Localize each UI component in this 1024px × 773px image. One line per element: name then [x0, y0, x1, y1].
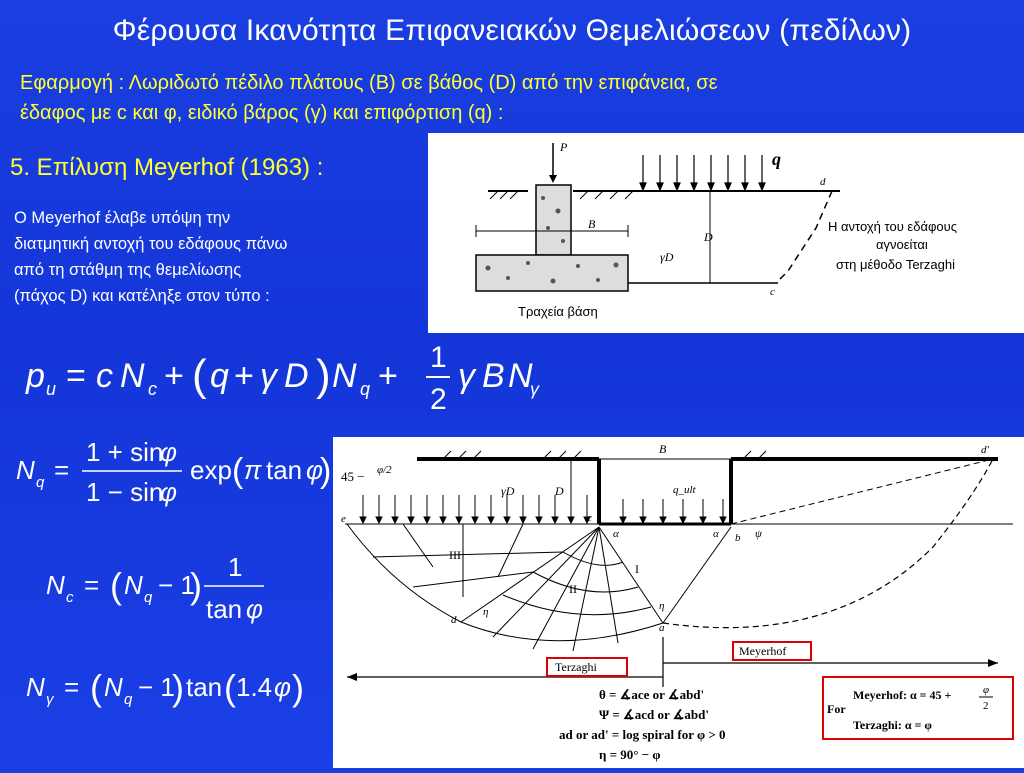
svg-text:q: q — [210, 357, 229, 395]
fig2-label-eta2: η — [483, 606, 489, 618]
label-q: q — [772, 149, 781, 169]
application-line2: έδαφος με c και φ, ειδικό βάρος (γ) και επιφόρτιση (q) : — [20, 102, 504, 124]
note-line1: Η αντοχή του εδάφους — [828, 219, 957, 234]
label-P: P — [560, 140, 568, 154]
zone-I: I — [635, 562, 639, 576]
page-title: Φέρουσα Ικανότητα Επιφανειακών Θεμελιώσεων (πεδίλων) — [112, 14, 912, 47]
svg-text:γ: γ — [458, 357, 475, 395]
note-line2: αγνοείται — [876, 237, 928, 252]
svg-text:φ: φ — [160, 437, 177, 467]
zone-II: II — [569, 582, 577, 596]
fig2-label-c: c — [587, 512, 592, 524]
fig2-label-qult: q_ult — [673, 484, 696, 496]
svg-text:u: u — [46, 379, 57, 399]
svg-text:2: 2 — [430, 383, 447, 416]
zone-III: III — [449, 548, 461, 562]
box-for: For — [827, 702, 846, 716]
svg-text:exp: exp — [190, 455, 232, 485]
svg-text:N: N — [26, 672, 45, 702]
svg-text:c: c — [66, 589, 74, 606]
label-D: D — [704, 230, 713, 244]
svg-text:N: N — [16, 455, 35, 485]
svg-text:q: q — [36, 474, 45, 491]
fig2-label-eta: η — [659, 600, 665, 612]
svg-text:2: 2 — [983, 700, 989, 712]
application-line1: Λωριδωτό πέδιλο πλάτους (Β) σε βάθος (D) από την επιφάνεια, σε — [128, 72, 718, 94]
description-line: από τη στάθμη της θεμελίωσης — [14, 261, 242, 279]
description-line: διατμητική αντοχή του εδάφους πάνω — [14, 235, 288, 253]
svg-text:=: = — [54, 455, 70, 485]
label-c: c — [770, 286, 775, 298]
svg-text:γ: γ — [46, 691, 54, 708]
meyerhof-label: Meyerhof — [739, 644, 787, 658]
box-meyerhof: Meyerhof: α = 45 + — [853, 688, 952, 702]
base-label: Τραχεία βάση — [518, 304, 598, 319]
figure-failure-zones — [333, 437, 1024, 768]
fig2-label-angle: 45 − — [341, 469, 365, 484]
svg-text:1: 1 — [430, 341, 447, 374]
svg-text:+: + — [234, 357, 254, 395]
svg-text:tan: tan — [266, 455, 303, 485]
svg-text:N: N — [332, 357, 357, 395]
fig2-label-alpha: α — [613, 528, 619, 540]
svg-text:(: ( — [110, 565, 122, 606]
legend-psi: Ψ = ∡acd or ∡abd' — [599, 707, 709, 722]
legend-eta: η = 90° − φ — [599, 747, 661, 762]
svg-text:=: = — [66, 357, 86, 395]
svg-text:1 + sin: 1 + sin — [86, 437, 164, 467]
svg-text:): ) — [190, 565, 202, 606]
svg-text:φ: φ — [983, 684, 990, 696]
svg-text:(: ( — [192, 351, 207, 400]
svg-text:1 − sin: 1 − sin — [86, 477, 164, 507]
fig2-label-gD: γD — [501, 484, 515, 498]
fig2-label-alpha2: α — [713, 528, 719, 540]
svg-text:(: ( — [232, 452, 244, 490]
svg-text:tan: tan — [206, 594, 243, 624]
svg-text:p: p — [26, 357, 45, 395]
description — [14, 205, 414, 309]
label-d: d — [820, 176, 826, 188]
svg-text:q: q — [144, 589, 153, 606]
svg-text:=: = — [64, 672, 80, 702]
fig2-label-psi: ψ — [755, 528, 762, 540]
svg-text:+: + — [164, 357, 184, 395]
svg-text:q: q — [360, 379, 371, 399]
svg-text:c: c — [148, 379, 157, 399]
fig2-label-e: e — [341, 513, 346, 525]
fig2-label-phi2: φ/2 — [377, 464, 392, 476]
svg-text:(: ( — [90, 667, 102, 708]
svg-text:φ: φ — [274, 672, 291, 702]
svg-text:γ: γ — [260, 357, 277, 395]
svg-text:+: + — [378, 357, 398, 395]
formula-pu — [24, 335, 539, 416]
svg-text:=: = — [84, 570, 100, 600]
svg-text:− 1: − 1 — [158, 570, 195, 600]
step-title: 5. Επίλυση Meyerhof (1963) : — [10, 154, 324, 181]
label-B: B — [588, 217, 596, 231]
svg-text:1: 1 — [228, 552, 243, 582]
svg-text:N: N — [124, 570, 143, 600]
svg-text:(: ( — [224, 667, 236, 708]
fig2-label-d: d — [451, 614, 457, 626]
formula-Nq — [10, 435, 330, 510]
legend-ad: ad or ad' = log spiral for φ > 0 — [559, 727, 726, 742]
formula-Nc — [40, 550, 280, 630]
note-line3: στη μέθοδο Terzaghi — [836, 257, 955, 272]
fig2-label-dprime: d' — [981, 444, 989, 456]
svg-text:φ: φ — [246, 594, 263, 624]
svg-text:): ) — [320, 452, 332, 490]
terzaghi-label: Terzaghi — [555, 660, 597, 674]
svg-text:q: q — [124, 691, 133, 708]
svg-text:): ) — [316, 351, 331, 400]
svg-text:): ) — [172, 667, 184, 708]
fig2-label-D: D — [555, 484, 564, 498]
failure-zones-svg — [333, 437, 1024, 768]
legend-theta: θ = ∡ace or ∡abd' — [599, 687, 705, 702]
svg-text:N: N — [104, 672, 123, 702]
footing-diagram-svg — [428, 133, 1024, 333]
svg-text:N: N — [508, 357, 533, 395]
formula-Ngamma — [20, 660, 320, 720]
description-line: Ο Meyerhof έλαβε υπόψη την — [14, 209, 231, 227]
svg-text:N: N — [120, 357, 145, 395]
application-text — [20, 68, 980, 128]
svg-text:γ: γ — [530, 379, 539, 399]
description-line: (πάχος D) και κατέληξε στον τύπο : — [14, 287, 270, 305]
svg-text:B: B — [482, 357, 505, 395]
svg-text:1.4: 1.4 — [236, 672, 273, 702]
svg-text:c: c — [96, 357, 113, 395]
fig2-label-B: B — [659, 442, 667, 456]
label-gD: γD — [660, 250, 674, 264]
svg-text:− 1: − 1 — [138, 672, 175, 702]
fig2-label-b: b — [735, 532, 741, 544]
svg-text:tan: tan — [186, 672, 223, 702]
svg-text:D: D — [284, 357, 309, 395]
svg-text:φ: φ — [160, 477, 177, 507]
svg-text:φ: φ — [306, 455, 323, 485]
svg-text:N: N — [46, 570, 65, 600]
svg-text:π: π — [244, 455, 262, 485]
figure-footing-diagram — [428, 133, 1024, 333]
application-label: Εφαρμογή : — [20, 72, 125, 94]
box-terzaghi: Terzaghi: α = φ — [853, 718, 932, 732]
fig2-label-a: a — [659, 622, 665, 634]
svg-text:): ) — [292, 667, 304, 708]
